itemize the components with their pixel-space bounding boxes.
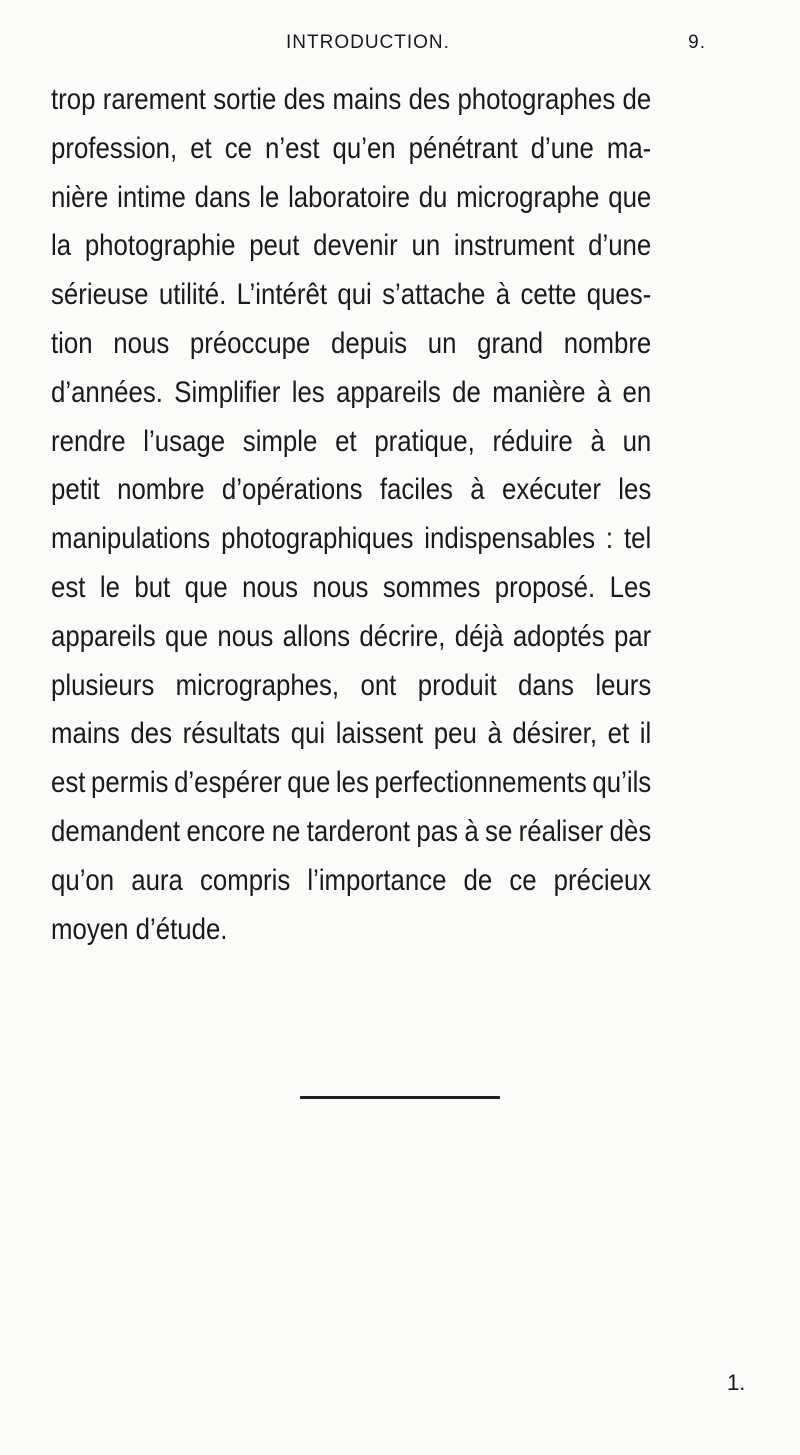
word: aura — [131, 863, 183, 897]
word: L’intérêt — [236, 278, 327, 312]
word: rendre — [51, 424, 126, 458]
word: est — [51, 570, 86, 604]
word: désirer, — [512, 717, 598, 751]
word: des — [130, 717, 173, 751]
text-line — [51, 418, 651, 467]
word: laboratoire — [288, 180, 410, 214]
page-number: 9. — [688, 32, 706, 53]
word: et — [190, 131, 212, 165]
word: rarement — [102, 83, 206, 116]
word: le — [259, 180, 280, 214]
word: manière — [492, 375, 586, 409]
word: depuis — [331, 326, 408, 360]
text-line — [51, 662, 651, 711]
word: Simplifier — [174, 375, 281, 409]
word: nière — [51, 180, 109, 214]
text-line — [51, 857, 651, 906]
header-title: INTRODUCTION. — [286, 32, 450, 53]
text-line — [51, 320, 651, 369]
word: les — [335, 766, 369, 800]
word: leurs — [595, 668, 652, 702]
word: laissent — [335, 717, 424, 751]
word: la — [51, 229, 72, 263]
word: perfectionnements — [374, 766, 587, 800]
word: dans — [518, 668, 574, 702]
word: demandent — [51, 814, 181, 848]
word: adoptés — [512, 619, 605, 653]
word: d’une — [588, 229, 652, 263]
word: préoccupe — [189, 326, 311, 360]
word: Les — [609, 570, 652, 604]
word: à — [495, 278, 511, 312]
text-line — [51, 466, 651, 515]
word: précieux — [553, 863, 652, 897]
word: à — [464, 814, 479, 848]
word: tion — [51, 326, 93, 360]
word: faciles — [379, 473, 453, 507]
word: nous — [113, 326, 170, 360]
word: profession, — [51, 131, 178, 165]
word: permis — [91, 766, 169, 800]
word: qu’on — [51, 863, 115, 897]
text-line — [51, 222, 651, 271]
text-line — [51, 808, 651, 857]
word: allons — [282, 619, 351, 653]
word: qu’en — [332, 131, 396, 165]
word: à — [596, 375, 612, 409]
word: cette — [520, 278, 577, 312]
word: ce — [509, 863, 537, 897]
word: simple — [242, 424, 318, 458]
word: un — [622, 424, 652, 458]
word: l’usage — [143, 424, 226, 458]
word: que — [287, 766, 331, 800]
word: les — [618, 473, 652, 507]
word: instrument — [453, 229, 575, 263]
word: indispensables — [424, 522, 595, 556]
word: encore — [186, 814, 266, 848]
text-line — [51, 613, 651, 662]
word: ce — [224, 131, 252, 165]
text-line — [51, 710, 651, 759]
section-divider — [300, 1096, 500, 1099]
word: produit — [417, 668, 497, 702]
word: des — [408, 83, 451, 116]
word: proposé. — [494, 570, 596, 604]
word: ne — [271, 814, 301, 848]
word: peu — [433, 717, 477, 751]
word: nous — [312, 570, 369, 604]
word: ma- — [606, 131, 652, 165]
text-line — [51, 271, 651, 320]
word: appareils — [336, 375, 441, 409]
word: exécuter — [501, 473, 601, 507]
word: réaliser — [518, 814, 604, 848]
word: ques- — [586, 278, 652, 312]
word: qui — [290, 717, 326, 751]
word: il — [639, 717, 652, 751]
word: manipulations — [51, 522, 211, 556]
word: que — [608, 180, 652, 214]
word: tarderont — [306, 814, 411, 848]
text-line — [51, 906, 651, 955]
signature-mark: 1. — [727, 1370, 746, 1395]
word: utilité. — [158, 278, 227, 312]
word: photographie — [84, 229, 236, 263]
text-line — [51, 564, 651, 613]
word: se — [485, 814, 513, 848]
word: qu’ils — [592, 766, 652, 800]
word: sommes — [382, 570, 481, 604]
word: appareils — [51, 619, 156, 653]
word: compris — [199, 863, 291, 897]
word: photographes — [457, 83, 616, 116]
word: à — [590, 424, 605, 458]
word: d’années. — [51, 375, 163, 409]
word: est — [51, 766, 86, 800]
word: pas — [416, 814, 458, 848]
text-line — [51, 369, 651, 418]
word: dans — [194, 180, 251, 214]
word: nous — [217, 619, 274, 653]
text-line — [51, 174, 651, 223]
text-line — [51, 515, 651, 564]
word: tel — [624, 522, 652, 556]
word: du — [418, 180, 448, 214]
word: d’opérations — [221, 473, 363, 507]
word: l’importance — [307, 863, 447, 897]
word: les — [291, 375, 325, 409]
word: des — [283, 83, 326, 116]
text-line — [51, 759, 651, 808]
word: nombre — [117, 473, 205, 507]
body-paragraph — [51, 76, 651, 954]
word: pénétrant — [408, 131, 518, 165]
word: nombre — [563, 326, 652, 360]
word: résultats — [182, 717, 281, 751]
word: devenir — [313, 229, 398, 263]
word: par — [613, 619, 652, 653]
word: : — [605, 522, 614, 556]
text-line — [51, 125, 651, 174]
word: sérieuse — [51, 278, 149, 312]
word: pratique, — [374, 424, 475, 458]
word: à — [487, 717, 502, 751]
word: d’étude. — [135, 912, 228, 946]
word: petit — [51, 473, 100, 507]
word: et — [335, 424, 357, 458]
word: sortie — [213, 83, 277, 116]
word: intime — [117, 180, 186, 214]
word: de — [463, 863, 493, 897]
word: de — [452, 375, 481, 409]
word: micrographe — [456, 180, 600, 214]
word: peut — [249, 229, 300, 263]
word: qui — [337, 278, 372, 312]
word: mains — [51, 717, 120, 751]
word: à — [470, 473, 485, 507]
word: nous — [242, 570, 299, 604]
word: que — [165, 619, 209, 653]
word: que — [184, 570, 228, 604]
word: de — [622, 83, 652, 116]
word: n’est — [265, 131, 320, 165]
word: et — [607, 717, 630, 751]
word: le — [99, 570, 120, 604]
word: déjà — [454, 619, 504, 653]
word: dès — [609, 814, 652, 848]
running-header — [286, 32, 706, 62]
word: un — [411, 229, 441, 263]
word: photographiques — [221, 522, 414, 556]
text-line — [51, 76, 651, 125]
word: grand — [477, 326, 544, 360]
word: trop — [51, 83, 96, 116]
word: d’une — [530, 131, 594, 165]
word: ont — [360, 668, 397, 702]
word: micrographes, — [175, 668, 340, 702]
word: moyen — [51, 912, 129, 946]
word: but — [134, 570, 171, 604]
word: plusieurs — [51, 668, 155, 702]
word: mains — [332, 83, 402, 116]
word: s’attache — [382, 278, 486, 312]
word: décrire, — [359, 619, 446, 653]
word: réduire — [492, 424, 573, 458]
word: d’espérer — [174, 766, 282, 800]
word: un — [427, 326, 457, 360]
word: en — [622, 375, 652, 409]
